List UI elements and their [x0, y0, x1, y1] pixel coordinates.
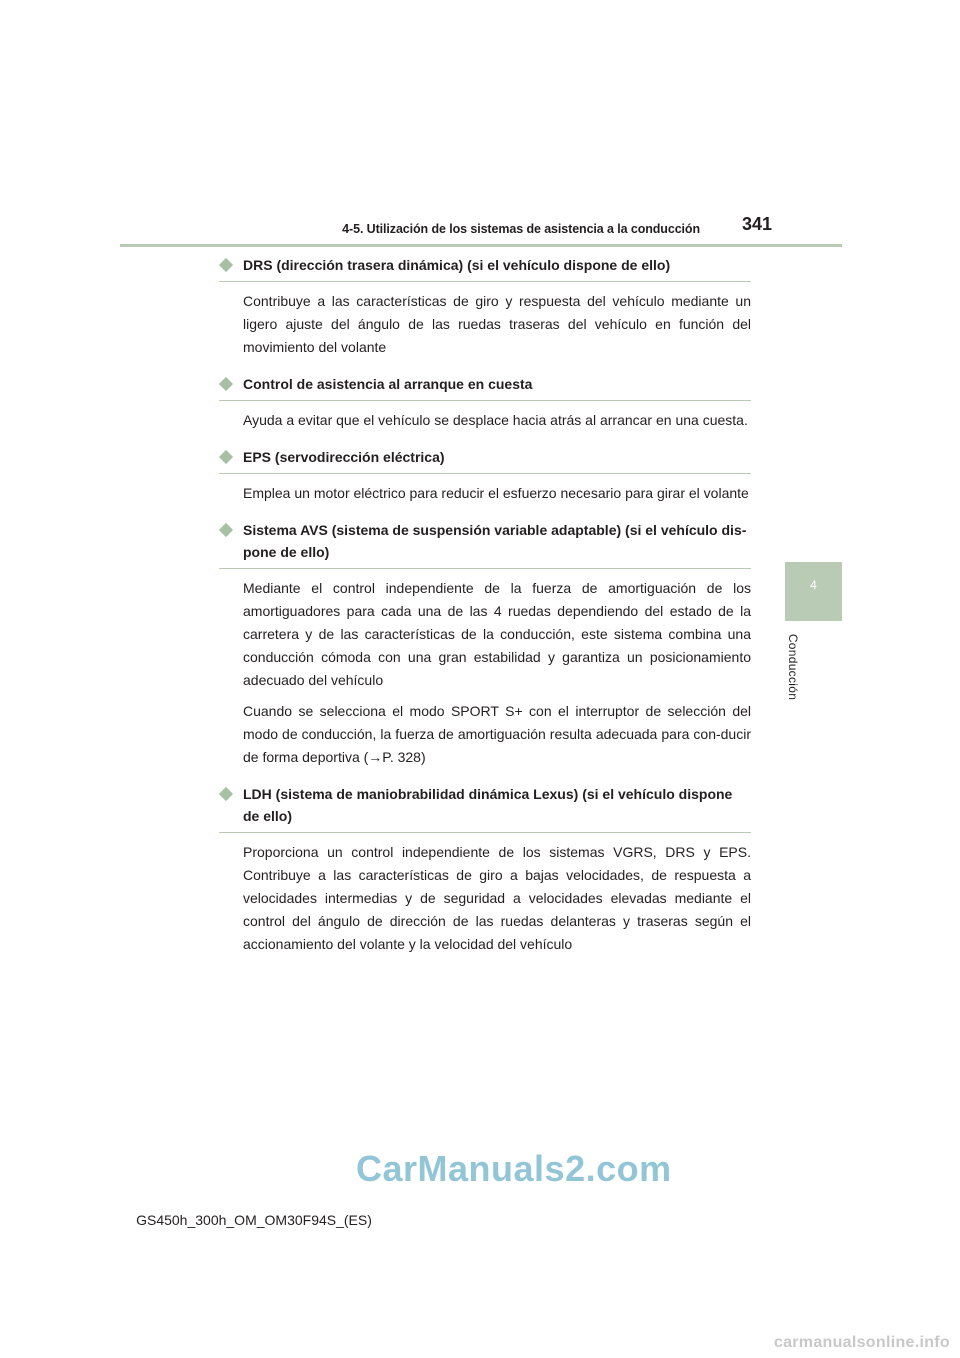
- diamond-icon: [219, 787, 233, 801]
- document-code: GS450h_300h_OM_OM30F94S_(ES): [136, 1212, 372, 1228]
- section-heading-text: Control de asistencia al arranque en cuesta: [243, 376, 533, 392]
- section-heading: [219, 783, 751, 833]
- diamond-icon: [219, 377, 233, 391]
- section-heading: [219, 446, 751, 474]
- section-heading: [219, 519, 751, 569]
- section-heading-text: Sistema AVS (sistema de suspensión variable adaptable) (si el vehículo dis-pone de ello): [243, 522, 747, 560]
- page-content: [219, 254, 751, 970]
- section-heading: [219, 373, 751, 401]
- diamond-icon: [219, 523, 233, 537]
- section-paragraph: Cuando se selecciona el modo SPORT S+ con el interruptor de selección del modo de conducción, la fuerza de amortiguación resulta adecuada para con-ducir de forma deportiva (→P. 328): [243, 703, 751, 765]
- diamond-icon: [219, 258, 233, 272]
- section-drs: [219, 254, 751, 359]
- section-heading-text: LDH (sistema de maniobrabilidad dinámica Lexus) (si el vehículo dispone de ello): [243, 786, 733, 824]
- chapter-title: 4-5. Utilización de los sistemas de asistencia a la conducción: [342, 222, 700, 236]
- section-paragraph: Ayuda a evitar que el vehículo se desplace hacia atrás al arrancar en una cuesta.: [243, 412, 748, 428]
- section-paragraph: Mediante el control independiente de la fuerza de amortiguación de los amortiguadores para cada una de las 4 ruedas dependiendo del estado de la carretera y de las características de la conducción, este sistema combina una conducción cómoda con una gran estabilidad y garantiza un posicionamiento adecuado del vehículo: [243, 580, 751, 688]
- section-heading: [219, 254, 751, 282]
- section-eps: [219, 446, 751, 505]
- header-rule: [120, 244, 842, 247]
- chapter-tab[interactable]: [785, 562, 842, 621]
- section-heading-text: DRS (dirección trasera dinámica) (si el vehículo dispone de ello): [243, 257, 671, 273]
- section-paragraph: Proporciona un control independiente de los sistemas VGRS, DRS y EPS. Contribuye a las características de giro a bajas velocidades, de respuesta a velocidades intermedias y de seguridad a velocidades elevadas mediante el control del ángulo de dirección de las ruedas delanteras y traseras según el accionamiento del volante y la velocidad del vehículo: [243, 844, 751, 952]
- section-avs: [219, 519, 751, 769]
- chapter-side-label: [783, 632, 803, 702]
- chapter-tab-number: 4: [810, 578, 817, 592]
- diamond-icon: [219, 450, 233, 464]
- watermark-logo: CarManuals2.com: [356, 1148, 672, 1189]
- section-heading-text: EPS (servodirección eléctrica): [243, 449, 445, 465]
- footer-site-watermark: carmanualsonline.info: [773, 1334, 950, 1351]
- section-paragraph: Emplea un motor eléctrico para reducir el esfuerzo necesario para girar el volante: [243, 485, 749, 501]
- chapter-side-label-text: Conducción: [786, 633, 800, 701]
- section-hill-start: [219, 373, 751, 432]
- page-number: 341: [741, 214, 772, 234]
- section-paragraph: Contribuye a las características de giro y respuesta del vehículo mediante un ligero ajuste del ángulo de las ruedas traseras del vehículo en función del movimiento del volante: [243, 293, 751, 355]
- section-ldh: [219, 783, 751, 956]
